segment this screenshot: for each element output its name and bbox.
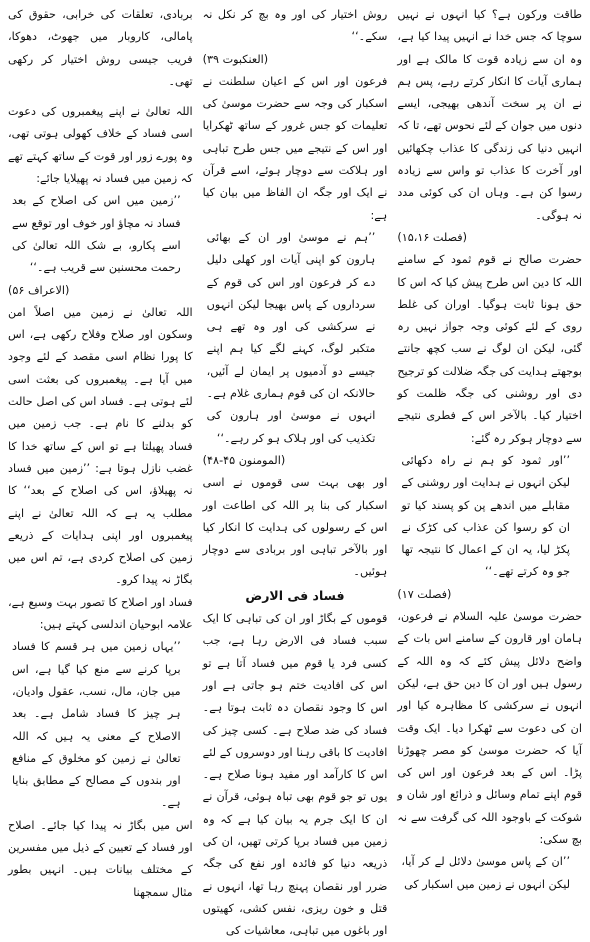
quotation: ’’زمین میں اس کی اصلاح کے بعد فساد نہ مچاؤ اور خوف اور توقع سے اسے پکارو، بے شک اللہ تعالیٰ کی رحمت محسنین سے قریب ہے۔‘‘	[11, 194, 181, 275]
paragraph: بربادی، تعلقات کی خرابی، حقوق کی پامالی، کاروبار میں جھوٹ، دھوکا، فریب جیسی روش اختیار کر رکھی تھی۔	[7, 8, 193, 88]
reference-citation: (العنکبوت ۳۹)	[202, 52, 269, 66]
quotation: ’’ہم نے موسیٰ اور ان کے بھائی ہارون کو اپنی آیات اور کھلی دلیل دے کر فرعون اور اس کی قوم کے سرداروں کے پاس بھیجا لیکن انہوں نے سرکشی کی اور وہ تھے ہی متکبر لوگ، کہنے لگے کیا ہم اپنے جیسے دو آدمیوں پر ایمان لے آئیں، حالانکہ ان کی قوم ہماری غلام ہے۔ انہوں نے موسیٰ اور ہارون کی تکذیب کی اور ہلاک ہو کر رہے۔‘‘	[206, 230, 376, 445]
paragraph: فرعون اور اس کے اعیان سلطنت نے اسکبار کی وجہ سے حضرت موسیٰ کی تعلیمات کو جس غرور کے ساتھ ٹھکرایا اور اس کے نتیجے میں جس طرح تباہی اور ہلاکت سے دوچار ہوئے، اسے قرآن نے ایک اور جگہ ان الفاظ میں بیان کیا ہے:	[202, 74, 388, 222]
quotation: ’’یہاں زمین میں ہر قسم کا فساد برپا کرنے سے منع کیا گیا ہے، اس میں جان، مال، نسب، عقول وادیان، ہر چیز کا فساد شامل ہے۔ بعد الاصلاح کے معنی یہ ہیں کہ اللہ تعالیٰ نے زمین کو مخلوق کے منافع اور بندوں کے مصالح کے مطابق بنایا ہے۔	[11, 640, 181, 810]
reference-citation: (المومنون ۴۵-۴۸)	[202, 453, 286, 467]
paragraph: حضرت صالح نے قوم ثمود کے سامنے اللہ کا دین اس طرح پیش کیا کہ اس کا حق ہونا ثابت ہوگیا۔ اوران کی غلط روی کے لئے کوئی وجہ جواز نہیں رہ گئی، لیکن ان لوگ نے سب کچھ جانتے بوجھتے ہدایت کی جگہ ضلالت کو ترجیح دی اور روشنی کی جگہ ظلمت کو اختیار کیا۔ بالآخر اس کے فطری نتیجے سے دوچار ہوکر رہ گئے:	[397, 253, 582, 445]
text-column-middle	[202, 4, 388, 938]
paragraph: اور بھی بہت سی قوموں نے اسی اسکبار کی بنا پر اللہ کی اطاعت اور اس کے رسولوں کی ہدایت کا انکار کیا اور بالآخر تباہی اور بربادی سے دوچار ہوئیں۔	[202, 476, 388, 579]
text-column-left	[7, 4, 193, 899]
paragraph: حضرت موسیٰ علیہ السلام نے فرعون، ہامان اور قارون کے سامنے اس بات کے واضح دلائل پیش کئے کہ وہ اللہ کے رسول ہیں اور ان کا دین حق ہے، لیکن انہوں نے سرکشی کا مظاہرہ کیا اور ان کی دعوت سے ٹھکرا دیا۔ ایک وقت آیا کہ حضرت موسیٰ کو مصر چھوڑنا پڑا۔ اس کے بعد فرعون اور اس کی قوم اپنے تمام وسائل و ذرائع اور شان و شوکت کے باوجود اللہ کی گرفت سے نہ بچ سکی:	[397, 610, 582, 846]
paragraph: فساد اور اصلاح کا تصور بہت وسیع ہے، علامہ ابوحیان اندلسی کہتے ہیں:	[7, 595, 193, 632]
quotation: ’’اور ثمود کو ہم نے راہ دکھائی لیکن انہوں نے ہدایت اور روشنی کے مقابلے میں اندھے پن کو پسند کیا تو ان کو رسوا کن عذاب کی کڑک نے پکڑ لیا، یہ ان کے اعمال کا نتیجہ تھا جو وہ کرتے تھے۔‘‘	[401, 453, 570, 579]
paragraph: روش اختیار کی اور وہ بچ کر نکل نہ سکے۔‘‘	[202, 8, 388, 44]
section-heading: فساد فی الارض	[245, 587, 345, 603]
spacer	[8, 93, 193, 101]
text-column-right	[397, 4, 582, 891]
reference-citation: (فصلت ۱۵،۱۶)	[397, 230, 468, 244]
reference-citation: (فصلت ۱۷)	[397, 587, 452, 601]
paragraph: اس میں بگاڑ نہ پیدا کیا جائے۔ اصلاح اور فساد کے تعیین کے ذیل میں مفسرین کے مختلف بیانات ہیں۔ انہیں بطور مثال سمجھنا	[7, 818, 193, 899]
paragraph: قوموں کے بگاڑ اور ان کی تباہی کا ایک سبب فساد فی الارض رہا ہے، جب کسی فرد یا قوم میں فساد آتا ہے تو اس کی افادیت ختم ہو جاتی ہے اور اس کا وجود نقصان دہ ثابت ہوتا ہے۔ فساد کی ضد صلاح ہے۔ کسی چیز کی افادیت کا باقی رہنا اور دوسروں کے لئے اس کا کارآمد اور مفید ہونا صلاح ہے۔ یوں تو جو قوم بھی تباہ ہوئی، قرآن نے ان کا ایک جرم یہ بیان کیا ہے کہ وہ زمین میں فساد برپا کرتی تھیں، ان کی ذریعہ دنیا کو فائدہ اور نفع کی جگہ ضرر اور نقصان پہنچ رہا تھا، انہوں نے قتل و خون ریزی، نفس کشی، کھیتوں اور باغوں میں تباہی، معاشیات کی	[202, 612, 388, 938]
reference-citation: (الاعراف ۵۶)	[7, 283, 70, 297]
paragraph: اللہ تعالیٰ نے زمین میں اصلاً امن وسکون اور صلاح وفلاح رکھی ہے، اس کا پورا نظام اسی مقصد کے لئے وجود میں آیا ہے۔ پیغمبروں کی بعثت اسی لئے ہوتی ہے۔ فساد اس کی اصل حالت کو بدلنے کا نام ہے۔ جب زمین میں فساد پھیلتا ہے تو اس کے ساتھ خدا کا غضب نازل ہوتا ہے: ’’زمین میں فساد نہ پھیلاؤ، اس کی اصلاح کے بعد‘‘ کا مطلب یہ ہے کہ اللہ تعالیٰ نے اپنے پیغمبروں اور اپنی ہدایات کے ذریعے زمین کی اصلاح کردی ہے، تم اس میں بگاڑ نہ پیدا کرو۔	[7, 305, 193, 587]
paragraph: طاقت ورکون ہے؟ کیا انہوں نے نہیں سوچا کہ جس خدا نے انہیں پیدا کیا ہے، وہ ان سے زیادہ قوت کا مالک ہے اور ہماری آیات کا انکار کرتے رہے، پس ہم نے ان پر سخت آندھی بھیجی، ایسے دنوں میں جوان کے لئے نحوس تھے، تا کہ انہیں دنیا کی زندگی کا عذاب چکھائیں اور آخرت کا عذاب تو واس سے زیادہ رسوا کن ہے۔ وہاں ان کی کوئی مدد نہ ہوگی۔	[397, 8, 582, 222]
paragraph: اللہ تعالیٰ نے اپنے پیغمبروں کی دعوت اسی فساد کے خلاف کھولی ہوتی تھی، وہ پورے زور اور قوت کے ساتھ کہتے تھے کہ زمین میں فساد نہ پھیلایا جائے:	[7, 105, 193, 186]
quotation: ’’ان کے پاس موسیٰ دلائل لے کر آیا، لیکن انہوں نے زمین میں اسکبار کی	[401, 855, 570, 891]
